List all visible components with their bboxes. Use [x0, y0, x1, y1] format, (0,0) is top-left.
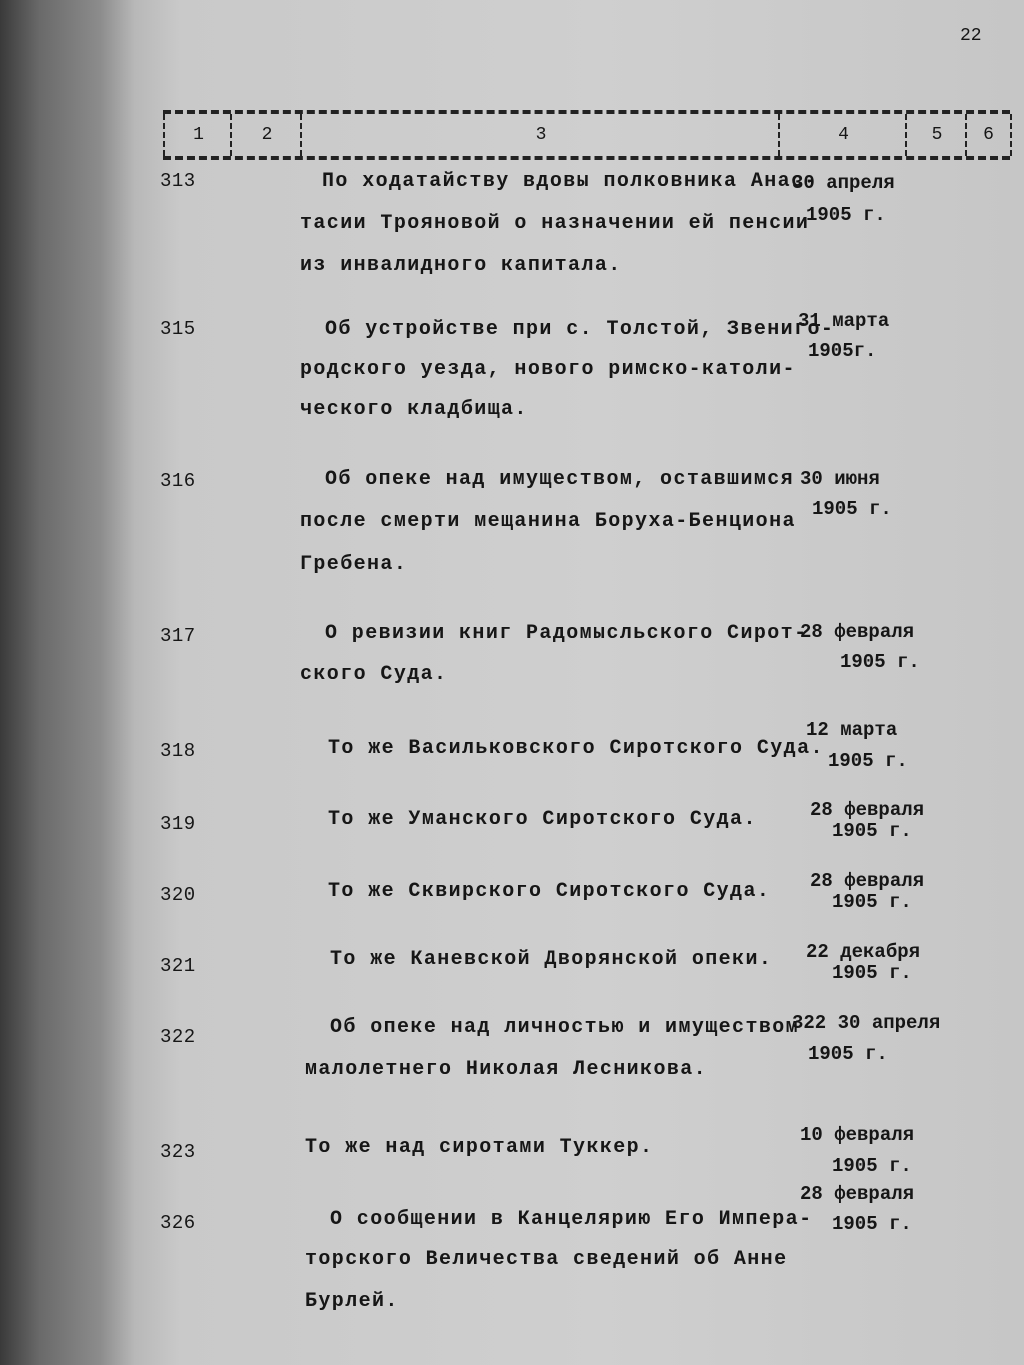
entry-text-line: То же над сиротами Туккер. [305, 1136, 654, 1159]
entry-text-line: малолетнего Николая Лесникова. [305, 1058, 708, 1081]
entry-text-line: родского уезда, нового римско-католи- [300, 358, 796, 381]
column-header-4: 4 [778, 114, 907, 156]
entry-year: 1905 г. [832, 891, 912, 913]
entry-text-line: То же Сквирского Сиротского Суда. [328, 880, 771, 903]
entry-number: 313 [160, 170, 196, 192]
entry-text-line: торского Величества сведений об Анне [305, 1248, 788, 1271]
entry-date: 30 июня [800, 468, 880, 490]
entry-number: 321 [160, 955, 196, 977]
entry-year: 1905 г. [832, 820, 912, 842]
entry-text-line: ского Суда. [300, 663, 448, 686]
entry-date: 28 февраля [810, 799, 925, 821]
entry-text-line: Об опеке над имуществом, оставшимся [325, 468, 795, 491]
entry-text-line: Бурлей. [305, 1290, 399, 1313]
entry-text-line: То же Каневской Дворянской опеки. [330, 948, 773, 971]
entry-text-line: По ходатайству вдовы полковника Анас- [322, 170, 818, 193]
page-number: 22 [960, 26, 982, 46]
entry-number: 315 [160, 318, 196, 340]
entry-date: 28 февраля [810, 870, 925, 892]
entry-year: 1905 г. [832, 962, 912, 984]
entry-text-line: после смерти мещанина Боруха-Бенциона [300, 510, 796, 533]
entry-text-line: Гребена. [300, 553, 408, 576]
entry-number: 316 [160, 470, 196, 492]
entry-text-line: О ревизии книг Радомысльского Сирот- [325, 622, 808, 645]
column-header-3: 3 [300, 114, 780, 156]
column-header-2: 2 [230, 114, 302, 156]
entry-number: 326 [160, 1212, 196, 1234]
entry-text-line: Об опеке над личностью и имуществом [330, 1016, 800, 1039]
entry-date: 322 30 апреля [792, 1012, 941, 1034]
entry-year: 1905 г. [812, 498, 892, 520]
entry-date: 28 февраля [800, 621, 915, 643]
entry-year: 1905 г. [808, 1043, 888, 1065]
entry-date: 31 марта [798, 310, 890, 332]
entry-text-line: Об устройстве при с. Толстой, Звениго- [325, 318, 835, 341]
entry-year: 1905 г. [832, 1155, 912, 1177]
column-header-5: 5 [905, 114, 967, 156]
column-header-1: 1 [163, 114, 232, 156]
entry-number: 318 [160, 740, 196, 762]
entry-text-line: О сообщении в Канцелярию Его Импера- [330, 1208, 813, 1231]
entry-date: 30 апреля [792, 172, 895, 194]
entry-year: 1905г. [808, 340, 877, 362]
entry-year: 1905 г. [832, 1213, 912, 1235]
column-header-table [163, 110, 1010, 160]
entry-year: 1905 г. [806, 204, 886, 226]
entry-text-line: То же Уманского Сиротского Суда. [328, 808, 757, 831]
entry-date: 10 февраля [800, 1124, 915, 1146]
entry-number: 320 [160, 884, 196, 906]
entry-text-line: То же Васильковского Сиротского Суда. [328, 737, 824, 760]
entry-number: 319 [160, 813, 196, 835]
entry-date: 22 декабря [806, 941, 921, 963]
entry-number: 317 [160, 625, 196, 647]
entry-date: 12 марта [806, 719, 898, 741]
entry-year: 1905 г. [840, 651, 920, 673]
entry-text-line: ческого кладбища. [300, 398, 528, 421]
entry-text-line: из инвалидного капитала. [300, 254, 622, 277]
entry-number: 322 [160, 1026, 196, 1048]
column-header-6: 6 [965, 114, 1012, 156]
entry-date: 28 февраля [800, 1183, 915, 1205]
entry-text-line: тасии Трояновой о назначении ей пенсии [300, 212, 810, 235]
entry-number: 323 [160, 1141, 196, 1163]
entry-year: 1905 г. [828, 750, 908, 772]
